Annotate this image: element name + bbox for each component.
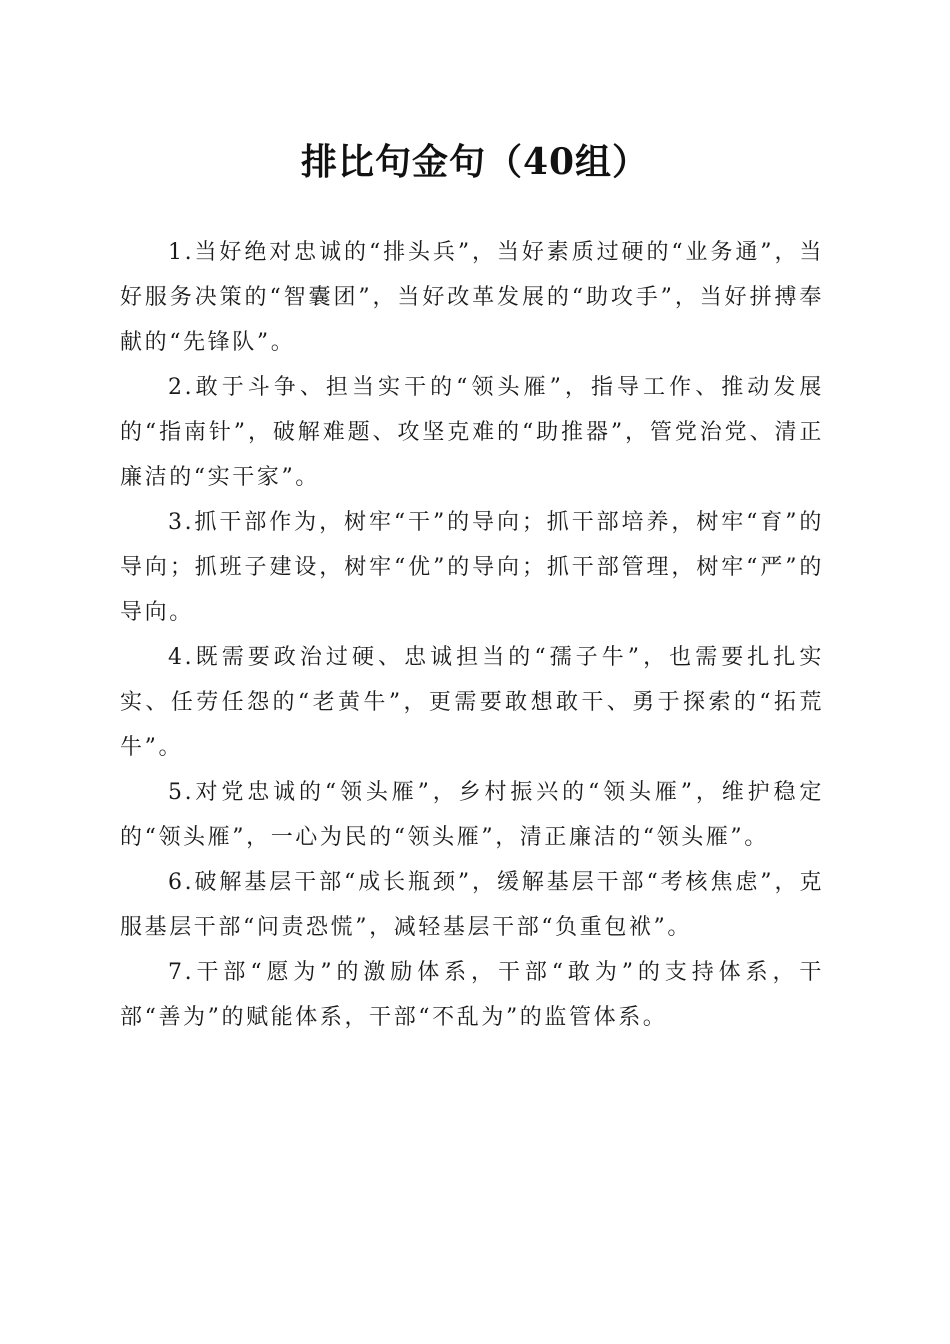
paragraph-2: 2.敢于斗争、担当实干的“领头雁”，指导工作、推动发展的“指南针”，破解难题、攻坚克难的“助推器”，管党治党、清正廉洁的“实干家”。 xyxy=(120,375,824,490)
paragraph-6: 6.破解基层干部“成长瓶颈”，缓解基层干部“考核焦虑”，克服基层干部“问责恐慌”，减轻基层干部“负重包袱”。 xyxy=(120,870,824,940)
paragraph-7: 7.干部“愿为”的激励体系，干部“敢为”的支持体系，干部“善为”的赋能体系，干部“不乱为”的监管体系。 xyxy=(120,960,824,1030)
paragraph-1: 1.当好绝对忠诚的“排头兵”，当好素质过硬的“业务通”，当好服务决策的“智囊团”，当好改革发展的“助攻手”，当好拼搏奉献的“先锋队”。 xyxy=(120,240,824,355)
document-body xyxy=(120,230,824,1040)
paragraph-5: 5.对党忠诚的“领头雁”，乡村振兴的“领头雁”，维护稳定的“领头雁”，一心为民的“领头雁”，清正廉洁的“领头雁”。 xyxy=(120,780,824,850)
paragraph-4: 4.既需要政治过硬、忠诚担当的“孺子牛”，也需要扎扎实实、任劳任怨的“老黄牛”，更需要敢想敢干、勇于探索的“拓荒牛”。 xyxy=(120,645,824,760)
document-title: 排比句金句（40组） xyxy=(300,141,650,183)
paragraph-3: 3.抓干部作为，树牢“干”的导向；抓干部培养，树牢“育”的导向；抓班子建设，树牢“优”的导向；抓干部管理，树牢“严”的导向。 xyxy=(120,510,824,625)
